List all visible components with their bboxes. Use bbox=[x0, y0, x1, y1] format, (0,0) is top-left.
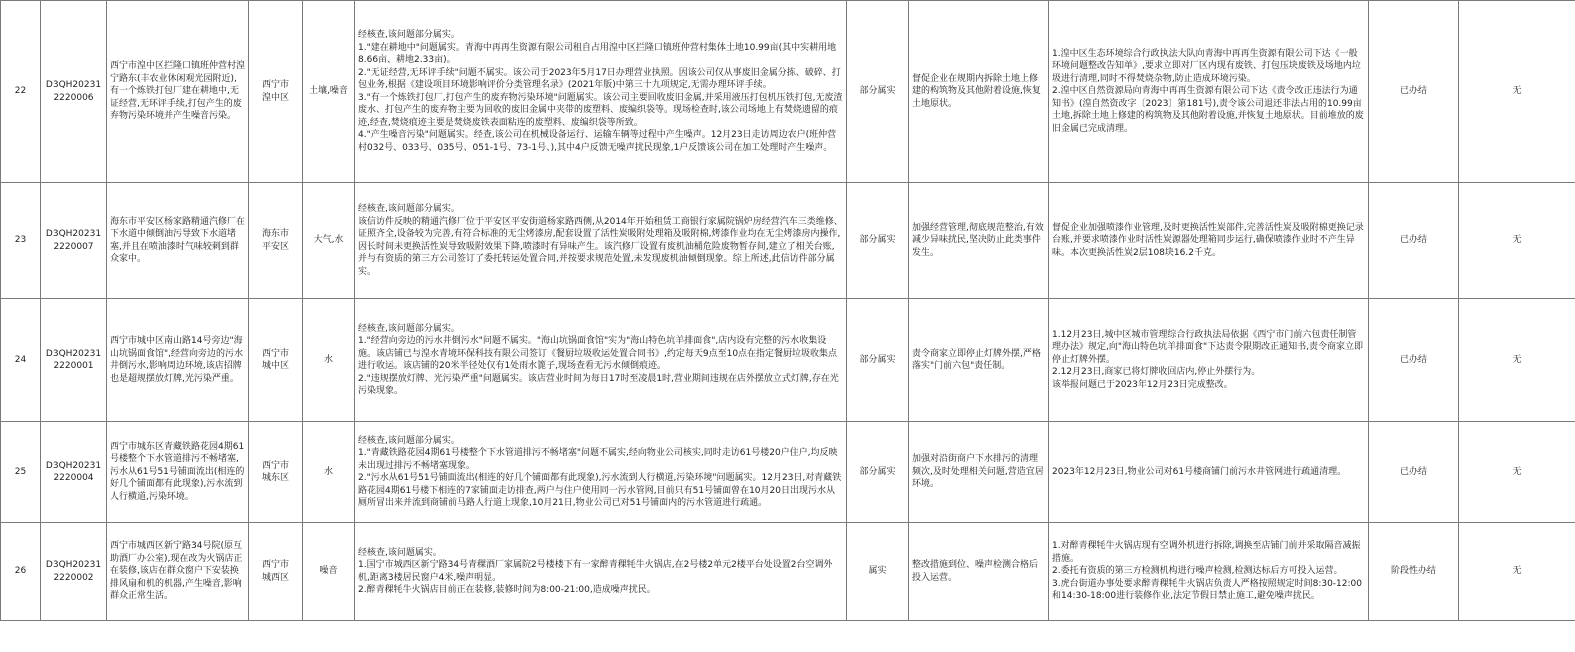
result-cell: 1.12月23日,城中区城市管理综合行政执法局依据《西宁市门前六包责任制管理办法》规定,向"海山特色坑羊排面食"下达责令限期改正通知书,责令商家立即停止灯牌外摆。 2.12月23日,商家已将灯牌收回店内,停止外摆行为。 该举报问题已于2023年12月23日完成整改。 bbox=[1049, 299, 1369, 422]
pollution-type-cell: 水 bbox=[303, 422, 355, 523]
complaint-cell: 西宁市城西区新宁路34号院(原互助酒厂办公室),现在改为火锅店正在装修,该店在群众窗户下安装换排风扇和机的机器,产生噪音,影响群众正常生活。 bbox=[107, 523, 249, 621]
status-cell: 已办结 bbox=[1369, 299, 1459, 422]
status-cell: 已办结 bbox=[1369, 183, 1459, 299]
complaint-cell: 西宁市城东区青藏铁路花园4期61号楼整个下水管道排污不畅堵塞,污水从61号51号铺面流出(相连的好几个铺面都有此现象),污水流到人行横道,污染环境。 bbox=[107, 422, 249, 523]
findings-cell: 经核查,该问题部分属实。 1."建在耕地中"问题属实。青海中再再生资源有限公司租自占用湟中区拦隆口镇班仲营村集体土地10.99亩(其中实耕用地8.66亩、耕地2.33亩)。 2."无证经营,无环评手续"问题不属实。该公司于2023年5月17日办理营业执照。因该公司仅从事废旧金属分拣、破碎、打包业务,根据《建设项目环境影响评价分类管理名录》(2021年版)中第三十九项规定,无需办理环评手续。 3."有一个炼铁打包厂,打包产生的废弃物污染环境"问题属实。该公司主要回收废旧金属,并采用液压打包机压铁打包,无废渣废水、打包产生的废弃物主要为回收的废旧金属中夹带的废塑料、废编织袋等。现场检查时,该公司场地上有焚烧遗留的痕迹,经查,焚烧痕迹主要是焚烧废铁表面粘连的废塑料、废编织袋等所致。 4."产生噪音污染"问题属实。经查,该公司在机械设备运行、运输车辆等过程中产生噪声。12月23日走访周边农户(班仲营村032号、033号、035号、051-1号、73-1号、),其中4户反馈无噪声扰民现象,1户反馈该公司在加工处理时产生噪声。 bbox=[355, 1, 847, 183]
region-cell: 西宁市 城中区 bbox=[249, 299, 303, 422]
verdict-cell: 属实 bbox=[847, 523, 909, 621]
complaint-cell: 海东市平安区杨家路精通汽修厂在下水道中倾倒油污导致下水道堵塞,并且在喷油漆时气味较刺到群众家中。 bbox=[107, 183, 249, 299]
table-row bbox=[1, 422, 1575, 523]
findings-cell: 经核查,该问题部分属实。 该信访件反映的精通汽修厂位于平安区平安街道杨家路西侧,从2014年开始租赁工商银行家属院锅炉房经营汽车三类维修、证照齐全,设备较为完善,有符合标准的无尘烤漆房,配套设置了活性炭吸附处理箱及吸附棉,烤漆作业均在无尘烤漆房内操作,因长时间未更换活性炭导致吸附效果下降,喷漆时有异味产生。该汽修厂设置有废机油桶危险废物暂存间,建立了相关台账,并与有资质的第三方公司签订了委托转运处置合同,并按要求规范处置,未发现废机油倾倒现象。综上所述,此信访件部分属实。 bbox=[355, 183, 847, 299]
complaint-cell: 西宁市湟中区拦隆口镇班仲营村湟宁路东(丰农业休闲观光园附近),有一个炼铁打包厂建在耕地中,无证经营,无环评手续,打包产生的废弃物污染环境并产生噪音污染。 bbox=[107, 1, 249, 183]
pollution-type-cell: 水 bbox=[303, 299, 355, 422]
seq-cell: 23 bbox=[1, 183, 41, 299]
findings-cell: 经核查,该问题属实。 1.国宁市城西区新宁路34号青稞酒厂家属院2号楼楼下有一家醉青稞牦牛火锅店,在2号楼2单元2楼平台处设置2台空调外机,距离3楼居民窗户4米,噪声明显。 2.醉青稞牦牛火锅店目前正在装修,装修时间为8:00-21:00,造成噪声扰民。 bbox=[355, 523, 847, 621]
accountability-cell: 无 bbox=[1459, 299, 1575, 422]
verdict-cell: 部分属实 bbox=[847, 183, 909, 299]
accountability-cell: 无 bbox=[1459, 183, 1575, 299]
region-cell: 西宁市 城西区 bbox=[249, 523, 303, 621]
verdict-cell: 部分属实 bbox=[847, 422, 909, 523]
region-cell: 西宁市 湟中区 bbox=[249, 1, 303, 183]
pollution-type-cell: 噪音 bbox=[303, 523, 355, 621]
measure-cell: 加强经营管理,彻底规范整治,有效减少异味扰民,坚决防止此类事件发生。 bbox=[909, 183, 1049, 299]
seq-cell: 26 bbox=[1, 523, 41, 621]
result-cell: 1.对醉青稞牦牛火锅店现有空调外机进行拆除,调换至店铺门前并采取隔音减振措施。 2.委托有资质的第三方检测机构进行噪声检测,检测达标后方可投入运营。 3.虎台街道办事处要求醉青稞牦牛火锅店负责人严格按照规定时间8:30-12:00和14:30-18:00进行装修作业,法定节假日禁止施工,避免噪声扰民。 bbox=[1049, 523, 1369, 621]
case-id-cell: D3QH20231 2220006 bbox=[41, 1, 107, 183]
verdict-cell: 部分属实 bbox=[847, 1, 909, 183]
status-cell: 已办结 bbox=[1369, 1, 1459, 183]
measure-cell: 责令商家立即停止灯牌外摆,严格落实"门前六包"责任制。 bbox=[909, 299, 1049, 422]
table-row bbox=[1, 1, 1575, 183]
seq-cell: 25 bbox=[1, 422, 41, 523]
result-cell: 2023年12月23日,物业公司对61号楼商铺门前污水井管网进行疏通清理。 bbox=[1049, 422, 1369, 523]
pollution-type-cell: 大气,水 bbox=[303, 183, 355, 299]
accountability-cell: 无 bbox=[1459, 422, 1575, 523]
result-cell: 督促企业加强喷漆作业管理,及时更换活性炭部件,完善活性炭及吸附棉更换记录台账,并要求喷漆作业时活性炭源器处理箱同步运行,确保喷漆作业时不产生异味。本次更换活性炭2层108块16.2千克。 bbox=[1049, 183, 1369, 299]
case-id-cell: D3QH20231 2220007 bbox=[41, 183, 107, 299]
result-cell: 1.湟中区生态环境综合行政执法大队向青海中再再生资源有限公司下达《一般环境问题整改告知单》,要求立即对厂区内现有废铁、打包压块废铁及场地内垃圾进行清理,同时不得焚烧杂物,防止造成环境污染。 2.湟中区自然资源局向青海中再再生资源有限公司下达《责令改正违法行为通知书》(湟自然资改字〔2023〕第181号),责令该公司退还非法占用的10.99亩土地,拆除土地上修建的构筑物及其他附着设施,并恢复土地原状。目前堆放的废旧金属已完成清理。 bbox=[1049, 1, 1369, 183]
pollution-type-cell: 土壤,噪音 bbox=[303, 1, 355, 183]
case-id-cell: D3QH20231 2220004 bbox=[41, 422, 107, 523]
status-cell: 已办结 bbox=[1369, 422, 1459, 523]
measure-cell: 整改措施到位、噪声检测合格后投入运营。 bbox=[909, 523, 1049, 621]
seq-cell: 24 bbox=[1, 299, 41, 422]
table-row bbox=[1, 183, 1575, 299]
table-row bbox=[1, 523, 1575, 621]
findings-cell: 经核查,该问题部分属实。 1."经营向旁边的污水井倒污水"问题不属实。"海山坑锅面食馆"实为"海山特色坑羊排面食",店内设有完整的污水收集设施。该店铺已与湟水青境环保科技有限公司签订《餐厨垃圾收运处置合同书》,约定每天9点至10点在指定餐厨垃圾收集点进行收运。该店铺的20米半径处仅有1处雨水篦子,现场查看无污水倾倒痕迹。 2."违规摆放灯牌、光污染严重"问题属实。该店营业时间为每日17时至凌晨1时,营业期间违规在店外摆放立式灯牌,存在光污染现象。 bbox=[355, 299, 847, 422]
seq-cell: 22 bbox=[1, 1, 41, 183]
verdict-cell: 部分属实 bbox=[847, 299, 909, 422]
findings-cell: 经核查,该问题部分属实。 1."青藏铁路花园4期61号楼整个下水管道排污不畅堵塞"问题不属实,经向物业公司核实,同时走访61号楼20户住户,均反映未出现过排污不畅堵塞现象。 2."污水从61号51号铺面流出(相连的好几个铺面都有此现象),污水流到人行横道,污染环境"问题属实。12月23日,对青藏铁路花园4期61号楼下相连的7家铺面走访排查,两户与住户使用同一污水管网,目前只有51号铺面曾在10月20日出现污水从厕所冒出来并流到商铺前马路人行道上现象,10月21日,物业公司已对51号铺面内的污水管道进行疏通。 bbox=[355, 422, 847, 523]
case-id-cell: D3QH20231 2220002 bbox=[41, 523, 107, 621]
measure-cell: 督促企业在规期内拆除土地上修建的构筑物及其他附着设施,恢复土地原状。 bbox=[909, 1, 1049, 183]
accountability-cell: 无 bbox=[1459, 1, 1575, 183]
case-id-cell: D3QH20231 2220001 bbox=[41, 299, 107, 422]
region-cell: 海东市 平安区 bbox=[249, 183, 303, 299]
table-row bbox=[1, 299, 1575, 422]
status-cell: 阶段性办结 bbox=[1369, 523, 1459, 621]
complaint-cell: 西宁市城中区南山路14号旁边"海山坑锅面食馆",经营向旁边的污水井倒污水,影响周边环境,该店招牌也是超规摆放灯牌,光污染严重。 bbox=[107, 299, 249, 422]
accountability-cell: 无 bbox=[1459, 523, 1575, 621]
region-cell: 西宁市 城东区 bbox=[249, 422, 303, 523]
measure-cell: 加强对沿街商户下水排污的清理频次,及时处理相关问题,营造宜居环境。 bbox=[909, 422, 1049, 523]
